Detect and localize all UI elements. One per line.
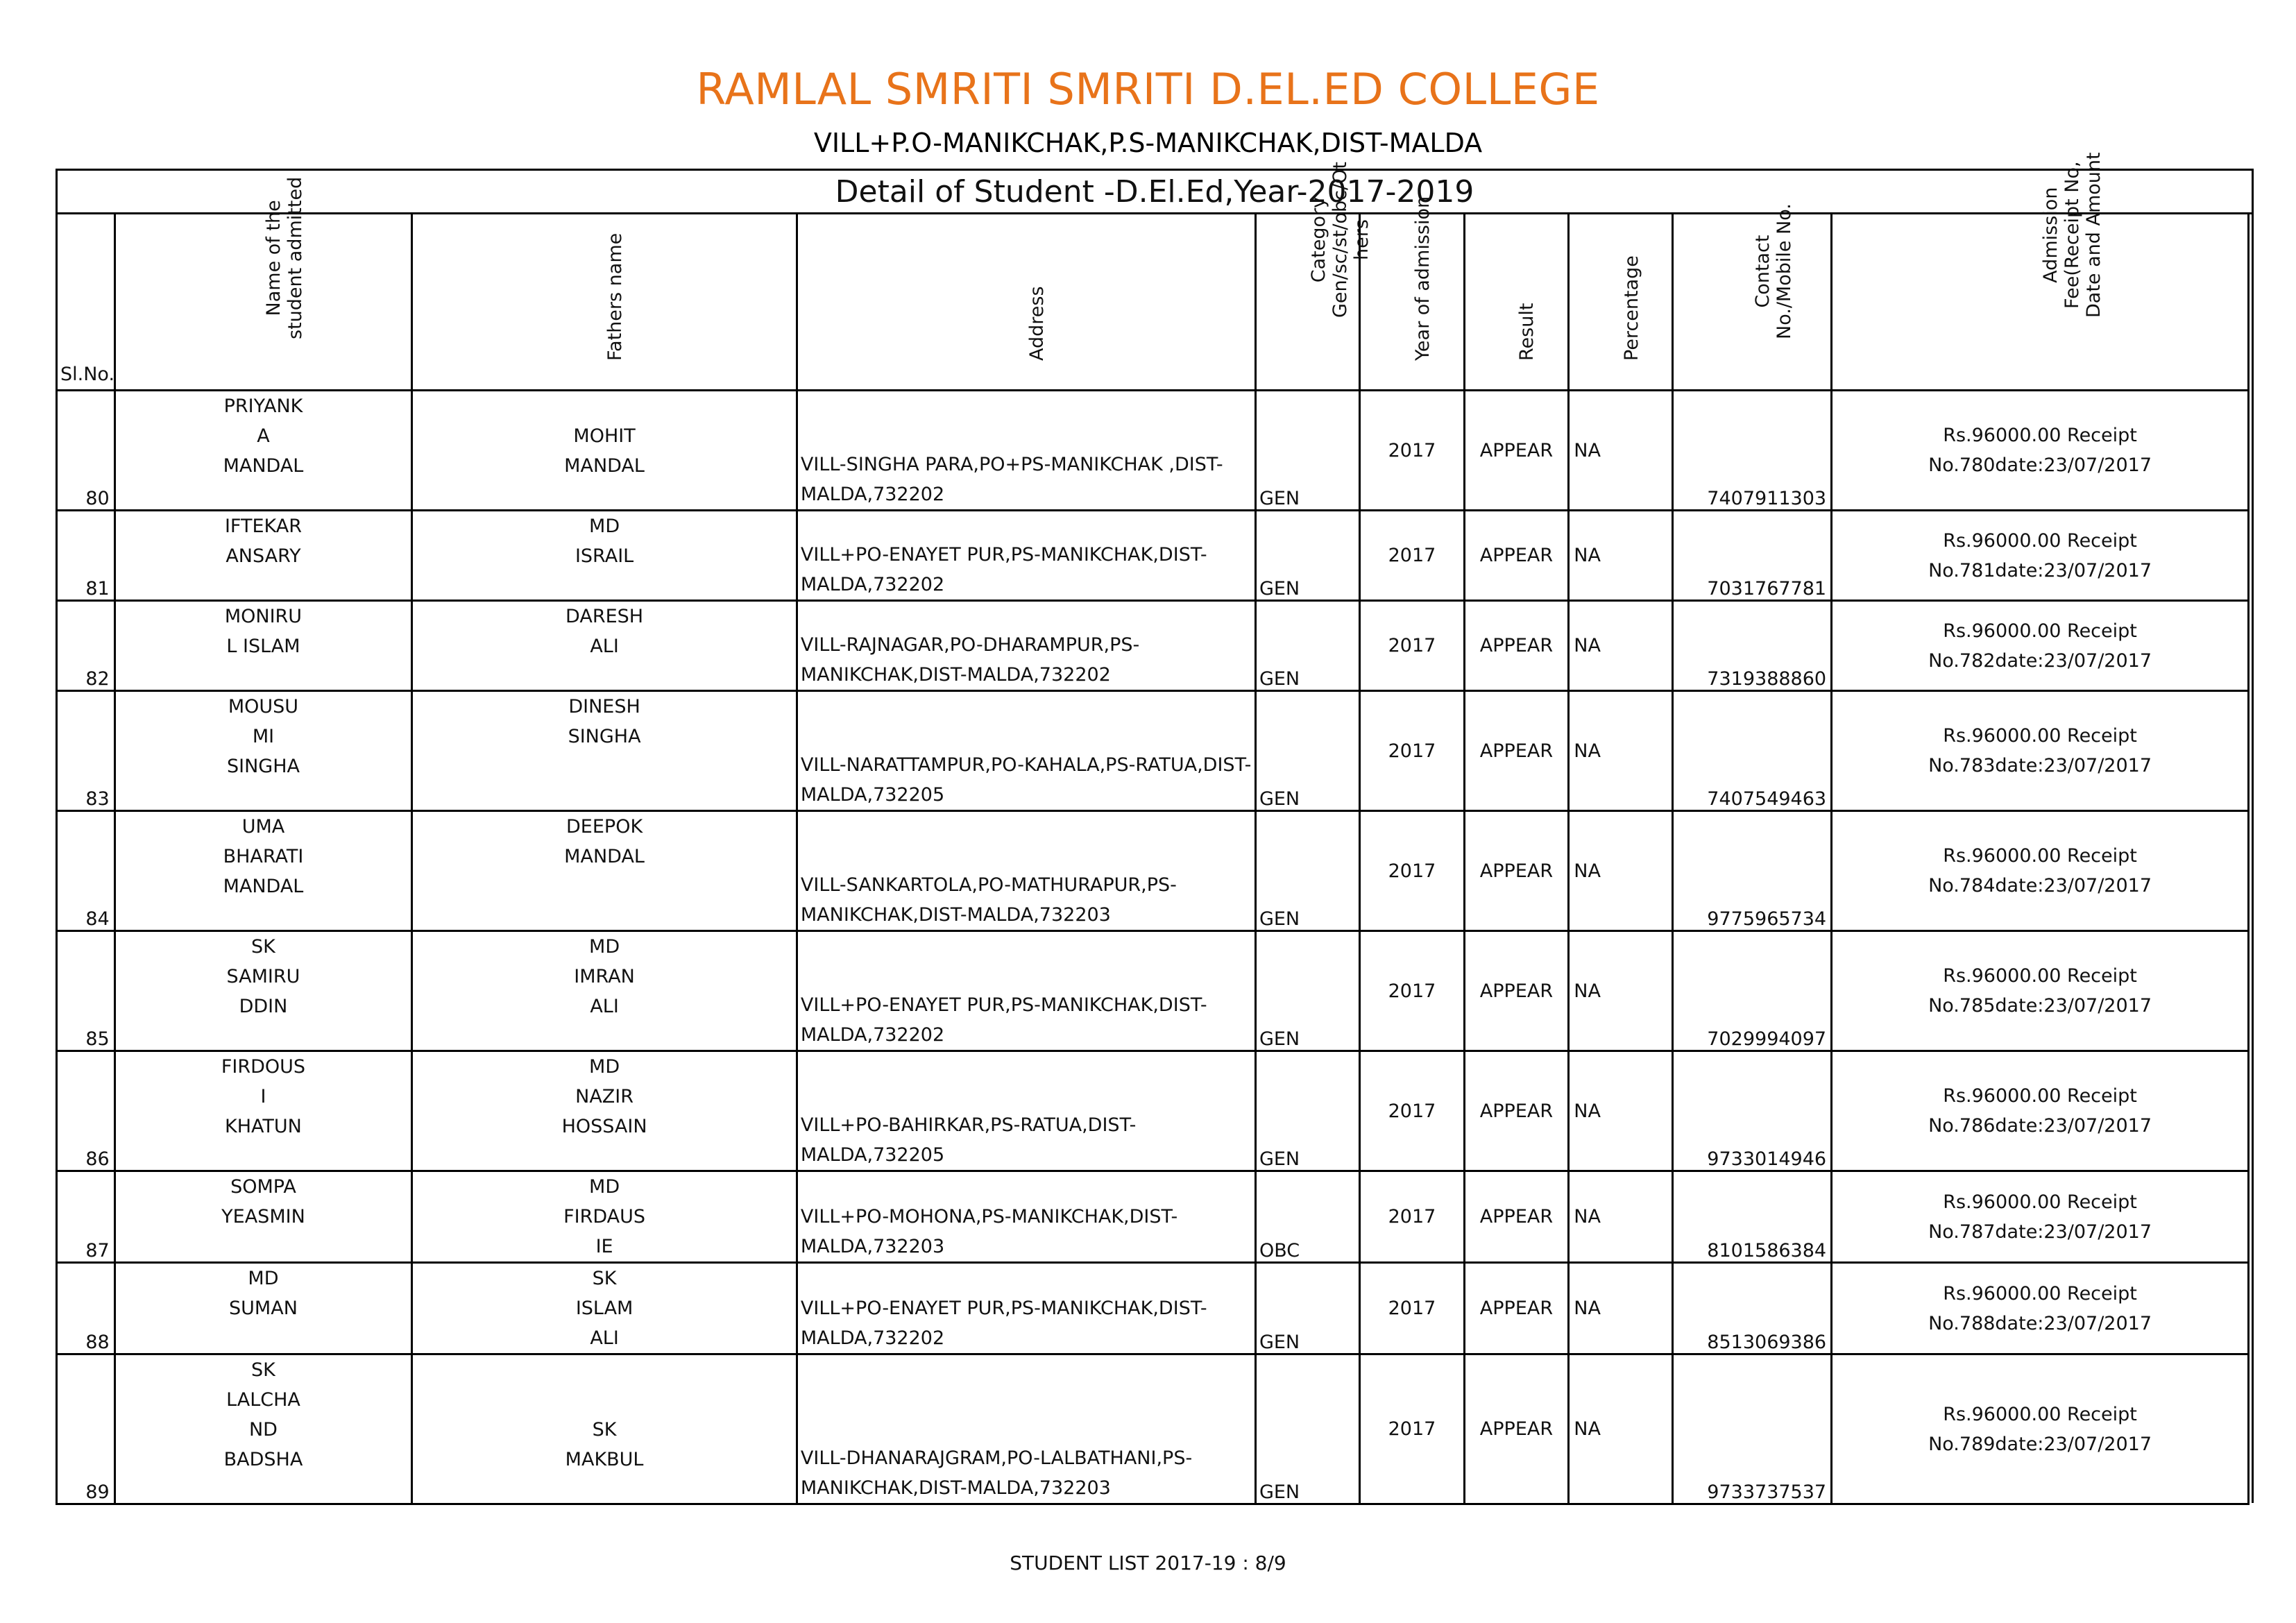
result: APPEAR [1464, 511, 1569, 601]
percentage: NA [1569, 1051, 1673, 1171]
col-name: Name of the student admitted [114, 214, 412, 391]
contact-number: 7029994097 [1673, 931, 1832, 1051]
sl-cell: 87 [57, 1171, 115, 1263]
student-address: VILL-SANKARTOLA,PO-MATHURAPUR,PS-MANIKCHAK,DIST-MALDA,732203 [797, 811, 1255, 931]
table-row [57, 391, 2249, 511]
col-year: Year of admission [1360, 214, 1464, 391]
sl-cell: 89 [57, 1354, 115, 1504]
student-name: IFTEKAR ANSARY [114, 511, 412, 601]
admission-fee: Rs.96000.00 Receipt No.783date:23/07/2017 [1832, 691, 2249, 811]
sl-cell: 82 [57, 601, 115, 691]
father-name: MD ISRAIL [412, 511, 797, 601]
student-name: FIRDOUS I KHATUN [114, 1051, 412, 1171]
admission-fee: Rs.96000.00 Receipt No.780date:23/07/2017 [1832, 391, 2249, 511]
father-name: SK MAKBUL [412, 1354, 797, 1504]
father-name: DARESH ALI [412, 601, 797, 691]
category: GEN [1255, 691, 1359, 811]
student-name: SK LALCHA ND BADSHA [114, 1354, 412, 1504]
sl-cell: 80 [57, 391, 115, 511]
col-contact: Contact No./Mobile No. [1673, 214, 1832, 391]
father-name: DINESH SINGHA [412, 691, 797, 811]
result: APPEAR [1464, 601, 1569, 691]
table-row [57, 691, 2249, 811]
admission-year: 2017 [1360, 1171, 1464, 1263]
table-row [57, 1263, 2249, 1354]
table-row [57, 1171, 2249, 1263]
col-percentage: Percentage [1569, 214, 1673, 391]
table-row [57, 811, 2249, 931]
student-address: VILL+PO-ENAYET PUR,PS-MANIKCHAK,DIST-MALDA,732202 [797, 511, 1255, 601]
admission-fee: Rs.96000.00 Receipt No.787date:23/07/2017 [1832, 1171, 2249, 1263]
sl-cell: 88 [57, 1263, 115, 1354]
father-name: MD NAZIR HOSSAIN [412, 1051, 797, 1171]
percentage: NA [1569, 1354, 1673, 1504]
admission-fee: Rs.96000.00 Receipt No.784date:23/07/2017 [1832, 811, 2249, 931]
father-name: SK ISLAM ALI [412, 1263, 797, 1354]
student-name: SOMPA YEASMIN [114, 1171, 412, 1263]
percentage: NA [1569, 1263, 1673, 1354]
percentage: NA [1569, 511, 1673, 601]
col-address: Address [797, 214, 1255, 391]
student-name: UMA BHARATI MANDAL [114, 811, 412, 931]
contact-number: 8513069386 [1673, 1263, 1832, 1354]
category: OBC [1255, 1171, 1359, 1263]
sl-cell: 81 [57, 511, 115, 601]
student-sheet [56, 152, 2254, 1503]
admission-fee: Rs.96000.00 Receipt No.788date:23/07/2017 [1832, 1263, 2249, 1354]
student-name: MONIRU L ISLAM [114, 601, 412, 691]
category: GEN [1255, 1051, 1359, 1171]
table-row [57, 931, 2249, 1051]
header-row [57, 214, 2249, 391]
table-row [57, 601, 2249, 691]
category: GEN [1255, 1354, 1359, 1504]
category: GEN [1255, 601, 1359, 691]
table-row [57, 1354, 2249, 1504]
result: APPEAR [1464, 1171, 1569, 1263]
college-address: VILL+P.O-MANIKCHAK,P.S-MANIKCHAK,DIST-MALDA [813, 128, 1483, 158]
contact-number: 9775965734 [1673, 811, 1832, 931]
result: APPEAR [1464, 811, 1569, 931]
contact-number: 8101586384 [1673, 1171, 1832, 1263]
contact-number: 7319388860 [1673, 601, 1832, 691]
admission-year: 2017 [1360, 601, 1464, 691]
category: GEN [1255, 1263, 1359, 1354]
admission-year: 2017 [1360, 811, 1464, 931]
table-row [57, 511, 2249, 601]
table-row [57, 1051, 2249, 1171]
father-name: MD IMRAN ALI [412, 931, 797, 1051]
admission-fee: Rs.96000.00 Receipt No.781date:23/07/2017 [1832, 511, 2249, 601]
student-name: PRIYANK A MANDAL [114, 391, 412, 511]
percentage: NA [1569, 811, 1673, 931]
result: APPEAR [1464, 391, 1569, 511]
result: APPEAR [1464, 931, 1569, 1051]
admission-year: 2017 [1360, 691, 1464, 811]
student-address: VILL+PO-MOHONA,PS-MANIKCHAK,DIST-MALDA,732203 [797, 1171, 1255, 1263]
father-name: DEEPOK MANDAL [412, 811, 797, 931]
student-address: VILL+PO-BAHIRKAR,PS-RATUA,DIST-MALDA,732205 [797, 1051, 1255, 1171]
admission-year: 2017 [1360, 1354, 1464, 1504]
college-title: RAMLAL SMRITI SMRITI D.EL.ED COLLEGE [696, 64, 1600, 114]
student-address: VILL-DHANARAJGRAM,PO-LALBATHANI,PS-MANIKCHAK,DIST-MALDA,732203 [797, 1354, 1255, 1504]
father-name: MD FIRDAUS IE [412, 1171, 797, 1263]
contact-number: 9733014946 [1673, 1051, 1832, 1171]
sl-cell: 83 [57, 691, 115, 811]
student-name: SK SAMIRU DDIN [114, 931, 412, 1051]
percentage: NA [1569, 601, 1673, 691]
admission-fee: Rs.96000.00 Receipt No.786date:23/07/2017 [1832, 1051, 2249, 1171]
percentage: NA [1569, 931, 1673, 1051]
contact-number: 7407549463 [1673, 691, 1832, 811]
sl-cell: 84 [57, 811, 115, 931]
admission-fee: Rs.96000.00 Receipt No.789date:23/07/2017 [1832, 1354, 2249, 1504]
admission-year: 2017 [1360, 511, 1464, 601]
admission-year: 2017 [1360, 931, 1464, 1051]
admission-fee: Rs.96000.00 Receipt No.782date:23/07/2017 [1832, 601, 2249, 691]
category: GEN [1255, 931, 1359, 1051]
percentage: NA [1569, 391, 1673, 511]
student-name: MOUSU MI SINGHA [114, 691, 412, 811]
category: GEN [1255, 511, 1359, 601]
page-footer: STUDENT LIST 2017-19 : 8/9 [1010, 1552, 1286, 1574]
col-father: Fathers name [412, 214, 797, 391]
student-address: VILL+PO-ENAYET PUR,PS-MANIKCHAK,DIST-MALDA,732202 [797, 1263, 1255, 1354]
col-result: Result [1464, 214, 1569, 391]
student-address: VILL-NARATTAMPUR,PO-KAHALA,PS-RATUA,DIST-MALDA,732205 [797, 691, 1255, 811]
admission-year: 2017 [1360, 391, 1464, 511]
percentage: NA [1569, 1171, 1673, 1263]
contact-number: 7407911303 [1673, 391, 1832, 511]
admission-year: 2017 [1360, 1051, 1464, 1171]
category: GEN [1255, 811, 1359, 931]
result: APPEAR [1464, 691, 1569, 811]
sl-cell: 85 [57, 931, 115, 1051]
contact-number: 9733737537 [1673, 1354, 1832, 1504]
father-name: MOHIT MANDAL [412, 391, 797, 511]
student-address: VILL-SINGHA PARA,PO+PS-MANIKCHAK ,DIST-MALDA,732202 [797, 391, 1255, 511]
student-address: VILL-RAJNAGAR,PO-DHARAMPUR,PS-MANIKCHAK,DIST-MALDA,732202 [797, 601, 1255, 691]
category: GEN [1255, 391, 1359, 511]
result: APPEAR [1464, 1051, 1569, 1171]
col-category: Category Gen/sc/st/obc/Ot hers [1255, 214, 1359, 391]
admission-year: 2017 [1360, 1263, 1464, 1354]
sheet-subtitle: Detail of Student -D.El.Ed,Year-2017-2019 [58, 171, 2252, 214]
col-fee: Admission Fee(Receipt No, Date and Amount [1832, 214, 2249, 391]
percentage: NA [1569, 691, 1673, 811]
result: APPEAR [1464, 1354, 1569, 1504]
contact-number: 7031767781 [1673, 511, 1832, 601]
student-address: VILL+PO-ENAYET PUR,PS-MANIKCHAK,DIST-MALDA,732202 [797, 931, 1255, 1051]
sl-cell: 86 [57, 1051, 115, 1171]
admission-fee: Rs.96000.00 Receipt No.785date:23/07/2017 [1832, 931, 2249, 1051]
col-sl: Sl.No. [57, 214, 115, 391]
result: APPEAR [1464, 1263, 1569, 1354]
student-name: MD SUMAN [114, 1263, 412, 1354]
